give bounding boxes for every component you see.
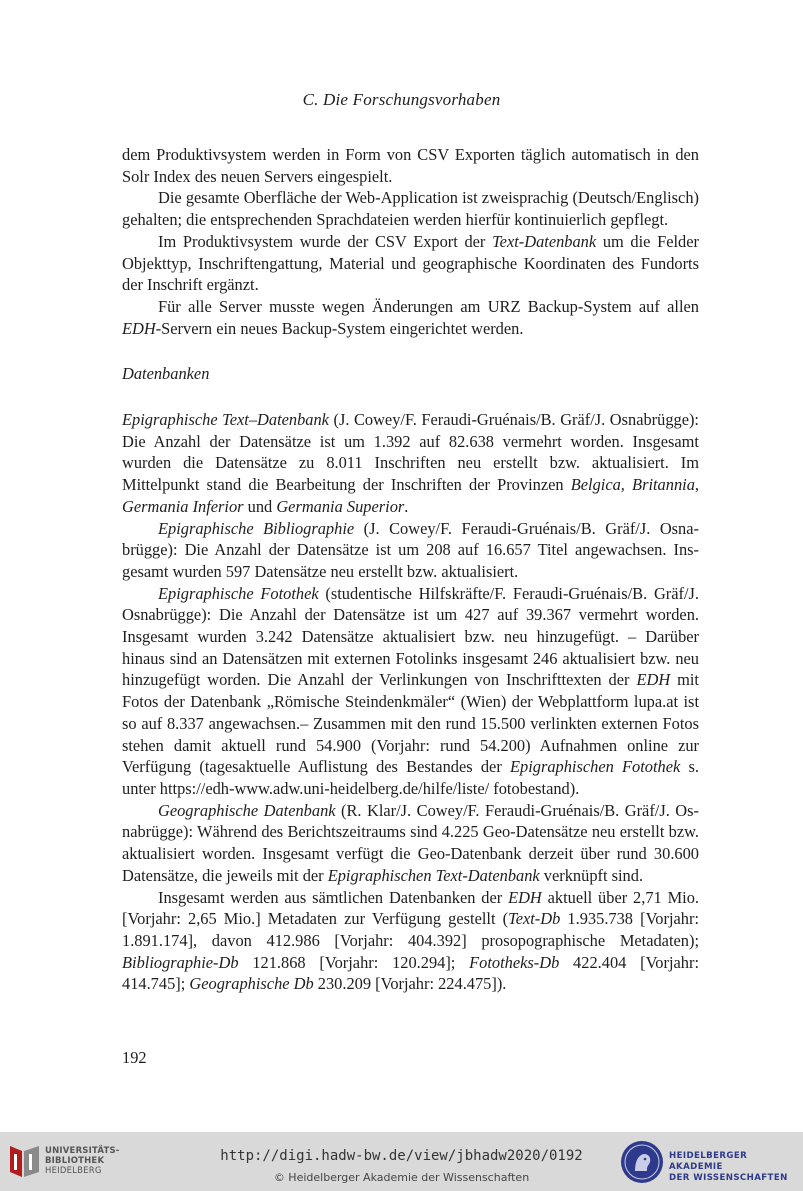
paragraph: dem Produktivsystem werden in Form von CSV Exporten täglich automatisch in den Solr Index des neuen Servers eingespielt. — [122, 145, 699, 186]
paragraph: Epigraphische Bibliographie (J. Cowey/F. Feraudi-Gruénais/B. Gräf/J. Osnabrügge): Die Anzahl der Datensätze ist um 208 auf 16.657 Titel angewachsen. Insgesamt wurden 597 Datensätze neu erstellt bzw. aktualisiert. — [122, 518, 699, 581]
running-head: C. Die Forschungsvorhaben — [302, 90, 501, 109]
paragraph: Für alle Server musste wegen Änderungen am URZ Backup-System auf allen EDH-Servern ein neues Backup-System eingerichtet werden. — [122, 296, 699, 338]
university-library-label: UNIVERSITÄTS- BIBLIOTHEK HEIDELBERG — [45, 1146, 120, 1176]
paragraph: Insgesamt werden aus sämtlichen Datenbanken der EDH aktuell über 2,71 Mio. [Vorjahr: 2,65 Mio.] Metadaten zur Verfügung gestellt (Text-Db 1.935.738 [Vorjahr: 1.891.174], davon 412.986 [Vorjahr: 404.392] prosopographische Metadaten); Bibliographie-Db 121.868 [Vorjahr: 120.294]; Fototheks-Db 422.404 [Vorjahr: 414.745]; Geographische Db 230.209 [Vorjahr: 224.475]). — [122, 887, 699, 994]
paragraph: Die gesamte Oberfläche der Web-Application ist zweisprachig (Deutsch/Englisch) gehalten; die entsprechenden Sprachdateien werden hierfür kontinuierlich gepflegt. — [122, 188, 699, 230]
permalink-url[interactable]: http://digi.hadw-bw.de/view/jbhadw2020/0192 — [220, 1148, 583, 1164]
section-heading: Datenbanken — [122, 364, 210, 384]
body-text — [122, 144, 699, 995]
paragraph: Geographische Datenbank (R. Klar/J. Cowey/F. Feraudi-Gruénais/B. Gräf/J. Osnabrügge): Während des Berichtszeitraums sind 4.225 Geo-Datensätze neu erstellt bzw. aktualisiert worden. Insgesamt verfügt die Geo-Datenbank derzeit über rund 30.600 Datensätze, die jeweils mit der Epigraphischen Text-Datenbank verknüpft sind. — [122, 800, 699, 885]
paragraph: Epigraphische Fotothek (studentische Hilfskräfte/F. Feraudi-Gruénais/B. Gräf/J. Osnabrügge): Die Anzahl der Datensätze ist um 427 auf 39.367 vermehrt worden. Insgesamt wurden 3.242 Datensätze aktualisiert bzw. neu hinzugefügt. – Darüber hinaus sind an Datensätzen mit externen Fotolinks insgesamt 246 aktualisiert bzw. neu hinzugefügt worden. Die Anzahl der Verlinkungen von Inschrifttexten der EDH mit Fotos der Datenbank „Römische Steindenkmäler“ (Wien) der Webplattform lupa.at ist so auf 8.337 angewachsen.– Zusammen mit den rund 15.500 verlinkten externen Fotos stehen damit aktuell rund 54.900 (Vorjahr: rund 54.200) Aufnahmen online zur Verfügung (tagesaktuelle Auflistung des Bestandes der Epigraphischen Fotothek s. unter https://edh-www.adw.uni-heidelberg.de/hilfe/liste/ fotobestand). — [122, 583, 700, 798]
copyright-notice: © Heidelberger Akademie der Wissenschaften — [273, 1171, 530, 1184]
page-number: 192 — [122, 1048, 147, 1067]
academy-seal-icon — [620, 1140, 664, 1184]
paragraph: Epigraphische Text–Datenbank (J. Cowey/F. Feraudi-Gruénais/B. Gräf/J. Osnabrügge): Die Anzahl der Datensätze ist um 1.392 auf 82.638 vermehrt worden. Insgesamt wurden die Datensätze zu 8.011 Inschriften neu erstellt bzw. aktualisiert. Im Mittelpunkt stand die Bearbeitung der Inschriften der Provinzen Belgica, Britannia, Germania Inferior und Germania Superior. — [122, 410, 699, 516]
academy-label: HEIDELBERGER AKADEMIE DER WISSENSCHAFTEN — [669, 1151, 788, 1183]
paragraph: Im Produktivsystem wurde der CSV Export der Text-Datenbank um die Felder Objekttyp, Inschriftengattung, Material und geographische Koordinaten des Fundorts der Inschrift ergänzt. — [122, 231, 699, 295]
footer-bar — [0, 1132, 803, 1191]
